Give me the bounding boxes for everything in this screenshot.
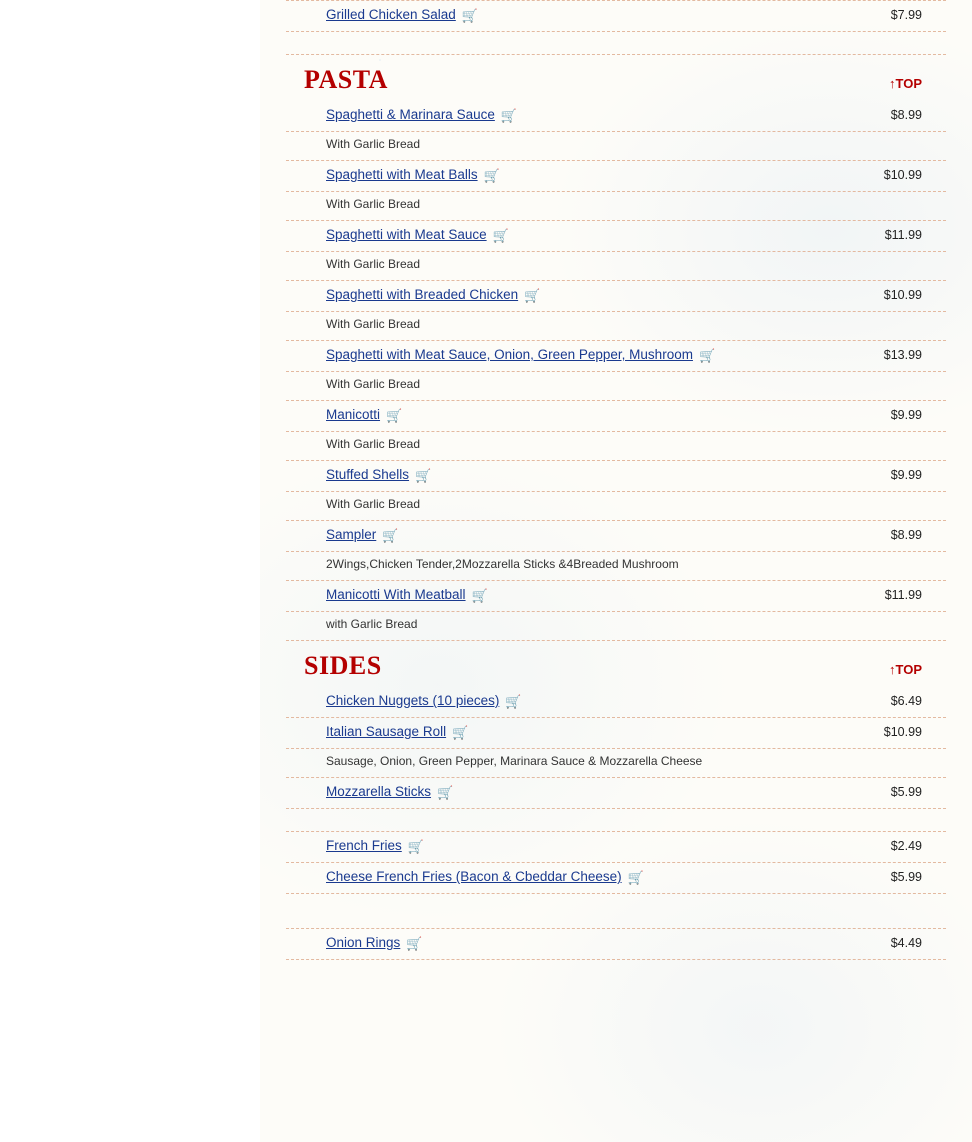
menu-list	[260, 0, 972, 960]
menu-item-description: With Garlic Bread	[326, 317, 421, 331]
menu-item-row	[260, 341, 972, 371]
section-header	[260, 55, 972, 101]
menu-item-description: With Garlic Bread	[326, 197, 421, 211]
add-to-cart-icon[interactable]: 🛒	[452, 725, 469, 740]
up-arrow-icon: ↑	[889, 662, 896, 677]
menu-item-row	[260, 461, 972, 491]
menu-item-price: $9.99	[890, 468, 922, 482]
menu-item-name-group	[326, 347, 715, 362]
add-to-cart-icon[interactable]: 🛒	[406, 936, 423, 951]
menu-item-name-group	[326, 287, 540, 302]
spacer	[260, 894, 972, 928]
menu-item-price: $9.99	[890, 408, 922, 422]
menu-item-link[interactable]: Spaghetti with Breaded Chicken	[326, 287, 519, 302]
menu-item-row	[260, 929, 972, 959]
back-to-top-label: TOP	[895, 662, 922, 677]
menu-item-link[interactable]: Sampler	[326, 527, 377, 542]
menu-item-name-group	[326, 7, 478, 22]
menu-item-link[interactable]: Spaghetti with Meat Sauce	[326, 227, 487, 242]
add-to-cart-icon[interactable]: 🛒	[407, 839, 424, 854]
menu-item-row	[260, 401, 972, 431]
menu-item-description: With Garlic Bread	[326, 137, 421, 151]
menu-item-name-group	[326, 107, 517, 122]
menu-item-price: $7.99	[890, 8, 922, 22]
menu-item-name-group	[326, 869, 644, 884]
add-to-cart-icon[interactable]: 🛒	[483, 168, 500, 183]
menu-item-row	[260, 863, 972, 893]
section-title: SIDES	[304, 651, 382, 680]
add-to-cart-icon[interactable]: 🛒	[492, 228, 509, 243]
menu-item-link[interactable]: Manicotti With Meatball	[326, 587, 466, 602]
menu-item-link[interactable]: Cheese French Fries (Bacon & Cbeddar Cheese)	[326, 869, 622, 884]
menu-item-link[interactable]: Italian Sausage Roll	[326, 724, 447, 739]
menu-item-description: With Garlic Bread	[326, 437, 421, 451]
section-header	[260, 641, 972, 687]
menu-item-description: With Garlic Bread	[326, 497, 421, 511]
menu-item-row	[260, 1, 972, 31]
add-to-cart-icon[interactable]: 🛒	[500, 108, 518, 123]
menu-item-description: Sausage, Onion, Green Pepper, Marinara Sauce & Mozzarella Cheese	[326, 754, 703, 768]
left-empty-column	[0, 0, 260, 1142]
menu-item-price: $5.99	[890, 870, 922, 884]
add-to-cart-icon[interactable]: 🛒	[415, 468, 432, 483]
menu-item-name-group	[326, 784, 453, 799]
back-to-top-label: TOP	[895, 76, 922, 91]
menu-item-price: $5.99	[890, 785, 922, 799]
menu-item-row	[260, 101, 972, 131]
spacer	[260, 809, 972, 831]
section-title: PASTA	[304, 65, 388, 94]
back-to-top-link[interactable]	[889, 662, 922, 677]
menu-item-name-group	[326, 467, 431, 482]
menu-item-row	[260, 687, 972, 717]
menu-item-link[interactable]: Spaghetti with Meat Sauce, Onion, Green Pepper, Mushroom	[326, 347, 693, 362]
menu-item-row	[260, 581, 972, 611]
back-to-top-link[interactable]	[889, 76, 922, 91]
row-divider	[286, 959, 946, 960]
menu-item-name-group	[326, 693, 522, 708]
add-to-cart-icon[interactable]: 🛒	[698, 348, 716, 363]
menu-item-price: $4.49	[890, 936, 922, 950]
menu-item-name-group	[326, 167, 500, 182]
add-to-cart-icon[interactable]: 🛒	[524, 288, 541, 303]
menu-item-price: $2.49	[890, 839, 922, 853]
menu-item-price: $10.99	[883, 288, 922, 302]
add-to-cart-icon[interactable]: 🛒	[461, 8, 478, 23]
menu-item-name-group	[326, 527, 398, 542]
add-to-cart-icon[interactable]: 🛒	[382, 528, 399, 543]
menu-item-price: $10.99	[883, 168, 922, 182]
menu-item-price: $11.99	[884, 228, 922, 242]
menu-item-name-group	[326, 935, 422, 950]
add-to-cart-icon[interactable]: 🛒	[505, 694, 522, 709]
add-to-cart-icon[interactable]: 🛒	[437, 785, 454, 800]
menu-item-description: with Garlic Bread	[326, 617, 418, 631]
menu-item-link[interactable]: French Fries	[326, 838, 402, 853]
menu-item-link[interactable]: Mozzarella Sticks	[326, 784, 432, 799]
menu-item-description: 2Wings,Chicken Tender,2Mozzarella Sticks &4Breaded Mushroom	[326, 557, 679, 571]
menu-item-link[interactable]: Manicotti	[326, 407, 381, 422]
menu-item-price: $10.99	[883, 725, 922, 739]
menu-item-link[interactable]: Grilled Chicken Salad	[326, 7, 456, 22]
menu-item-name-group	[326, 838, 424, 853]
menu-item-row	[260, 221, 972, 251]
menu-item-price: $8.99	[890, 528, 922, 542]
menu-item-price: $8.99	[890, 108, 922, 122]
menu-item-row	[260, 281, 972, 311]
add-to-cart-icon[interactable]: 🛒	[471, 588, 488, 603]
up-arrow-icon: ↑	[889, 76, 896, 91]
add-to-cart-icon[interactable]: 🛒	[386, 408, 403, 423]
menu-item-row	[260, 832, 972, 862]
menu-item-name-group	[326, 227, 509, 242]
menu-item-row	[260, 161, 972, 191]
menu-item-link[interactable]: Chicken Nuggets (10 pieces)	[326, 693, 500, 708]
menu-item-price: $11.99	[884, 588, 922, 602]
menu-item-row	[260, 718, 972, 748]
menu-item-link[interactable]: Onion Rings	[326, 935, 401, 950]
menu-item-description: With Garlic Bread	[326, 257, 421, 271]
spacer	[260, 32, 972, 54]
menu-item-link[interactable]: Spaghetti with Meat Balls	[326, 167, 478, 182]
menu-panel	[260, 0, 972, 1142]
menu-item-link[interactable]: Stuffed Shells	[326, 467, 410, 482]
add-to-cart-icon[interactable]: 🛒	[627, 870, 644, 885]
menu-item-price: $6.49	[890, 694, 922, 708]
menu-item-name-group	[326, 587, 488, 602]
menu-item-name-group	[326, 724, 468, 739]
menu-item-description: With Garlic Bread	[326, 377, 421, 391]
menu-item-link[interactable]: Spaghetti & Marinara Sauce	[326, 107, 495, 122]
menu-item-name-group	[326, 407, 402, 422]
menu-item-row	[260, 521, 972, 551]
menu-item-price: $13.99	[883, 348, 922, 362]
menu-item-row	[260, 778, 972, 808]
